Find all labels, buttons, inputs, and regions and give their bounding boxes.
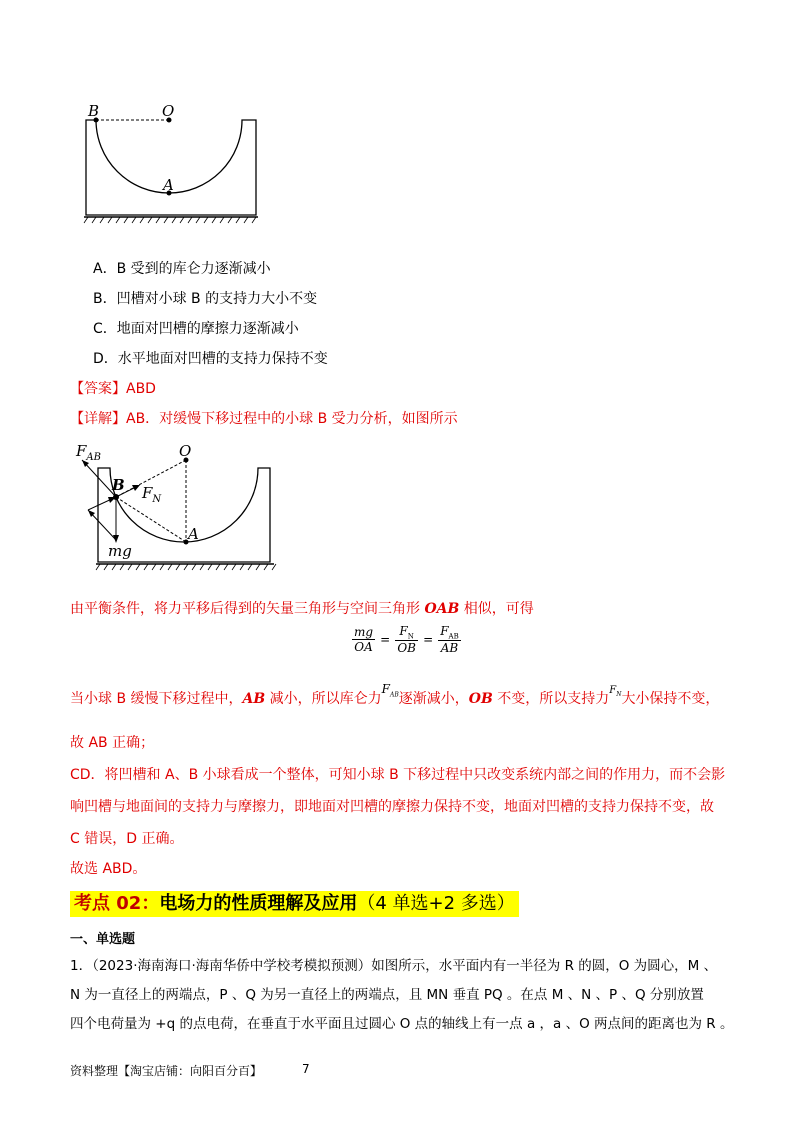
question-line-1: 1．（2023·海南海口·海南华侨中学校考模拟预测）如图所示，水平面内有一半径为 R 的圆，O 为圆心，M 、 <box>70 958 718 974</box>
section-title: 电场力的性质理解及应用 <box>159 893 358 914</box>
figure-bowl-1 <box>80 100 265 225</box>
question-line-2: N 为一直径上的两端点，P 、Q 为另一直径上的两端点，且 MN 垂直 PQ 。在点 M 、N 、P 、Q 分别放置 <box>70 987 704 1003</box>
detail-line <box>70 408 458 428</box>
label-FN: $F_N$ <box>142 484 162 505</box>
similarity-formula <box>352 624 461 655</box>
option-b: B．凹槽对小球 B 的支持力大小不变 <box>93 291 318 307</box>
subsection-heading: 一、单选题 <box>70 932 136 947</box>
section-heading <box>70 891 519 917</box>
answer-line <box>70 378 156 398</box>
label-B: B <box>88 102 100 120</box>
detail-text: AB．对缓慢下移过程中的小球 B 受力分析，如图所示 <box>126 411 458 427</box>
label-mg: mg <box>108 542 132 560</box>
footer-source: 资料整理【淘宝店铺：向阳百分百】 <box>70 1064 263 1078</box>
page-number: 7 <box>302 1062 310 1076</box>
equilibrium-text-1: 由平衡条件，将力平移后得到的矢量三角形与空间三角形 <box>70 601 425 617</box>
ground-hatching-2 <box>96 564 276 570</box>
option-a: A．B 受到的库仑力逐渐减小 <box>93 261 271 277</box>
section-prefix: 考点 02： <box>74 893 160 914</box>
detail-label: 【详解】 <box>70 411 126 427</box>
bowl-outline <box>86 120 256 215</box>
option-d: D．水平地面对凹槽的支持力保持不变 <box>93 351 328 367</box>
triangle-OAB: OAB <box>424 601 460 617</box>
figure-force-analysis <box>70 440 290 580</box>
paragraph-final-answer: 故选 ABD。 <box>70 861 147 877</box>
label-O: O <box>162 102 175 120</box>
label-O-2: O <box>179 442 192 460</box>
answer-label: 【答案】 <box>70 381 126 397</box>
question-line-3: 四个电荷量为 +q 的点电荷，在垂直于水平面且过圆心 O 点的轴线上有一点 a ，a 、O 两点间的距离也为 R 。 <box>70 1016 734 1032</box>
fraction-mg-oa: $\frac{mg}{OA}$ <box>354 625 374 655</box>
option-c: C．地面对凹槽的摩擦力逐渐减小 <box>93 321 299 337</box>
paragraph-ab-correct: 故 AB 正确； <box>70 735 155 751</box>
paragraph-coulomb: 当小球 B 缓慢下移过程中，AB 减小，所以库仑力$F_{AB}$逐渐减小，OB 不变，所以支持力$^{F_N}$大小保持不变， <box>70 682 720 707</box>
equilibrium-line <box>70 598 534 618</box>
dashed-line-BA <box>116 497 186 542</box>
paragraph-cd-line-1: CD．将凹槽和 A、B 小球看成一个整体，可知小球 B 下移过程中只改变系统内部之间的作用力，而不会影 <box>70 767 726 783</box>
fraction-fab-ab: $\frac{F_{AB}}{AB}$ <box>440 624 459 656</box>
point-B-2 <box>113 494 119 500</box>
paragraph-cd-line-3: C 错误，D 正确。 <box>70 831 184 847</box>
label-FAB: $F_{AB}$ <box>76 442 101 463</box>
fraction-fn-ob: $\frac{F_N}{OB}$ <box>397 624 416 656</box>
ground-hatching <box>84 217 256 223</box>
equilibrium-text-2: 相似，可得 <box>459 601 534 617</box>
label-A-2: A <box>188 525 199 543</box>
answer-value: ABD <box>126 381 156 397</box>
paragraph-cd-line-2: 响凹槽与地面间的支持力与摩擦力，即地面对凹槽的摩擦力保持不变，地面对凹槽的支持力保持不变，故 <box>70 799 714 815</box>
label-A: A <box>163 176 174 194</box>
equals-2: = <box>423 632 434 647</box>
equals-1: = <box>380 632 391 647</box>
section-suffix: （4 单选+2 多选） <box>357 893 515 914</box>
label-B-2: B <box>112 476 125 494</box>
